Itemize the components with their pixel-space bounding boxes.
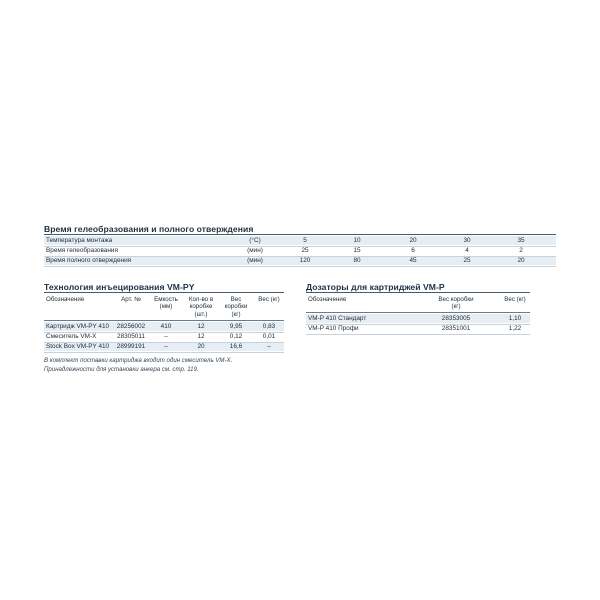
gel-time-top-rule (44, 234, 556, 235)
dispensers-header: Вес (кг) (504, 296, 526, 303)
dispensers-row-divider (306, 334, 530, 335)
injection-top-rule (44, 292, 284, 293)
gel-cell: 20 (517, 257, 525, 264)
dispensers-cell: 28353005 (441, 315, 471, 322)
dispensers-title: Дозаторы для картриджей VM-P (306, 282, 445, 292)
gel-cell: 6 (411, 247, 415, 254)
gel-cell: 15 (353, 247, 361, 254)
gel-row-unit: (мин) (247, 247, 263, 254)
dispensers-header: Обозначение (308, 296, 347, 303)
gel-cell: 4 (465, 247, 469, 254)
injection-header: Емкость (мм) (154, 296, 178, 311)
dispensers-cell: VM-P 410 Профи (308, 325, 359, 332)
gel-cell: 35 (517, 237, 525, 244)
gel-cell: 2 (519, 247, 523, 254)
injection-cell: – (164, 333, 168, 340)
gel-time-title: Время гелеобразования и полного отверждения (44, 224, 254, 234)
gel-row-divider (44, 246, 556, 247)
injection-cell: 28256002 (116, 323, 146, 330)
injection-cell: 28999191 (116, 343, 146, 350)
dispensers-header-rule (306, 312, 530, 313)
dispensers-top-rule (306, 292, 530, 293)
injection-row-divider (44, 352, 284, 353)
injection-header: Арт. № (121, 296, 141, 303)
injection-cell: 9,95 (229, 323, 243, 330)
injection-title: Технология инъецирования VM-PY (44, 282, 195, 292)
injection-cell: Stock Box VM-PY 410 (46, 343, 110, 350)
gel-cell: 5 (303, 237, 307, 244)
injection-cell: – (164, 343, 168, 350)
injection-header: Вес (кг) (258, 296, 280, 303)
injection-cell: 410 (160, 323, 172, 330)
dispensers-cell: VM-P 410 Стандарт (308, 315, 367, 322)
dispensers-cell: 1,10 (508, 315, 522, 322)
gel-row-label: Время полного отверждения (46, 257, 132, 264)
dispensers-header: Вес коробки (кг) (438, 296, 474, 311)
gel-row-unit: (мин) (247, 257, 263, 264)
injection-cell: 20 (197, 343, 205, 350)
injection-header: Обозначение (46, 296, 85, 303)
gel-row-divider (44, 266, 556, 267)
gel-row-label: Время гелеобразования (46, 247, 118, 254)
gel-cell: 10 (353, 237, 361, 244)
injection-cell: 12 (197, 323, 205, 330)
injection-cell: 0,01 (262, 333, 276, 340)
injection-cell: Картридж VM-PY 410 (46, 323, 110, 330)
injection-cell: 12 (197, 333, 205, 340)
injection-cell: 0,83 (262, 323, 276, 330)
gel-row-unit: (°C) (249, 237, 261, 244)
injection-cell: 16,6 (229, 343, 243, 350)
injection-note: Принадлежности для установки анкера см. стр. 119. (44, 366, 199, 373)
gel-row-label: Температура монтажа (46, 237, 113, 244)
dispensers-cell: 1,22 (508, 325, 522, 332)
gel-cell: 25 (301, 247, 309, 254)
injection-header: Вес коробки (кг) (224, 296, 248, 318)
gel-cell: 80 (353, 257, 361, 264)
gel-cell: 120 (299, 257, 311, 264)
gel-cell: 25 (463, 257, 471, 264)
gel-cell: 45 (409, 257, 417, 264)
injection-header: Кол-во в коробке (шт.) (188, 296, 214, 318)
injection-cell: Смеситель VM-X (46, 333, 97, 340)
injection-header-rule (44, 320, 284, 321)
gel-cell: 20 (409, 237, 417, 244)
injection-cell: 0,12 (229, 333, 243, 340)
injection-note: В комплект поставки картриджа входит один смеситель VM-X. (44, 357, 233, 364)
injection-cell: – (267, 343, 271, 350)
dispensers-cell: 28351001 (441, 325, 471, 332)
injection-cell: 28305011 (117, 333, 145, 340)
gel-cell: 30 (463, 237, 471, 244)
